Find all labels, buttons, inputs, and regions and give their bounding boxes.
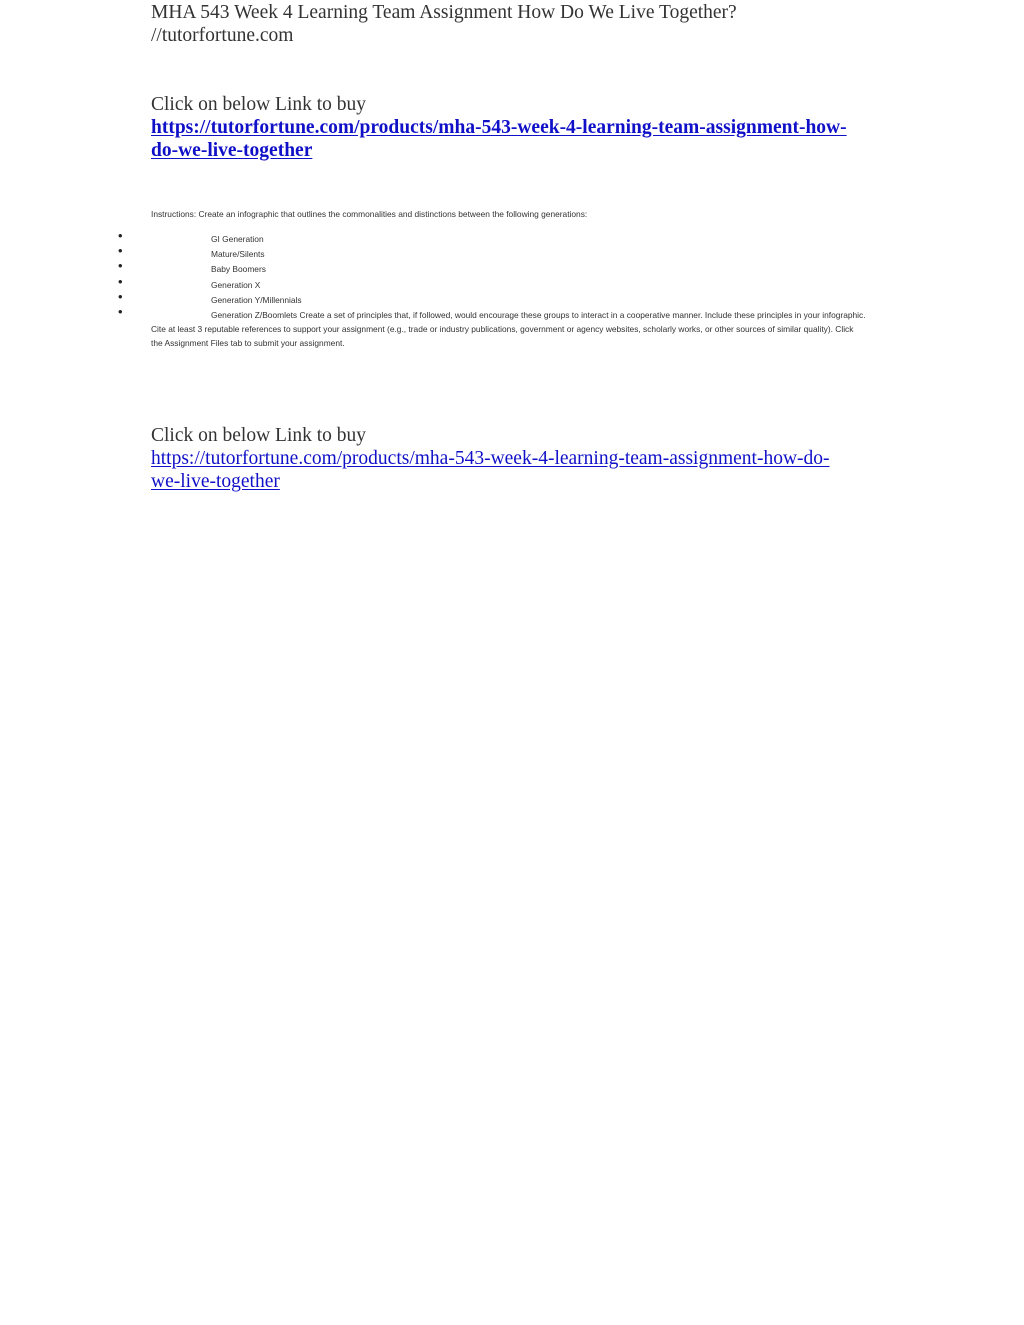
list-item — [0, 243, 1024, 262]
instructions-text: Instructions: Create an infographic that outlines the commonalities and distinctions between the following generations: — [151, 209, 588, 219]
bullet-icon: • — [118, 273, 123, 289]
generation-label: Generation Y/Millennials — [211, 294, 302, 305]
list-item — [0, 228, 1024, 247]
buy-link-block-top — [151, 93, 881, 162]
generation-label: Generation X — [211, 279, 261, 290]
bullet-icon: • — [118, 258, 123, 274]
generation-label: Mature/Silents — [211, 249, 265, 260]
buy-lead-text: Click on below Link to buy — [151, 94, 367, 115]
generation-label: GI Generation — [211, 234, 264, 244]
bullet-icon: • — [118, 228, 123, 243]
list-item — [0, 258, 1024, 277]
title-line-2: //tutorfortune.com — [151, 25, 294, 46]
buy-lead-text: Click on below Link to buy — [151, 425, 367, 446]
product-link-bottom[interactable] — [151, 448, 830, 492]
bullet-icon: • — [118, 288, 123, 304]
product-link-top-line-2: do-we-live-together — [151, 140, 313, 161]
title-line-1: MHA 543 Week 4 Learning Team Assignment How Do We Live Together? — [151, 2, 737, 23]
bullet-icon: • — [118, 303, 123, 319]
generation-label: Baby Boomers — [211, 264, 266, 275]
product-link-bottom-line-2: we-live-together — [151, 471, 280, 492]
list-item — [0, 273, 1024, 293]
buy-link-block-bottom — [151, 424, 881, 493]
principles-paragraph: Generation Z/Boomlets Create a set of principles that, if followed, would encourage these groups to interact in a cooperative manner. Include these principles in your infographic. Cite at least 3 reputable references to support your assignment (e.g., trade or industry publications, government or agency websites, scholarly works, or other sources of similar quality). Click the Assignment Files tab to submit your assignment. — [151, 310, 866, 348]
product-link-bottom-line-1: https://tutorfortune.com/products/mha-543-week-4-learning-team-assignment-how-do- — [151, 448, 830, 469]
list-item — [0, 288, 1024, 308]
bullet-icon: • — [118, 243, 123, 259]
product-link-top-line-1: https://tutorfortune.com/products/mha-543-week-4-learning-team-assignment-how- — [151, 117, 847, 138]
product-link-top[interactable] — [151, 117, 847, 161]
document-title — [151, 1, 911, 47]
